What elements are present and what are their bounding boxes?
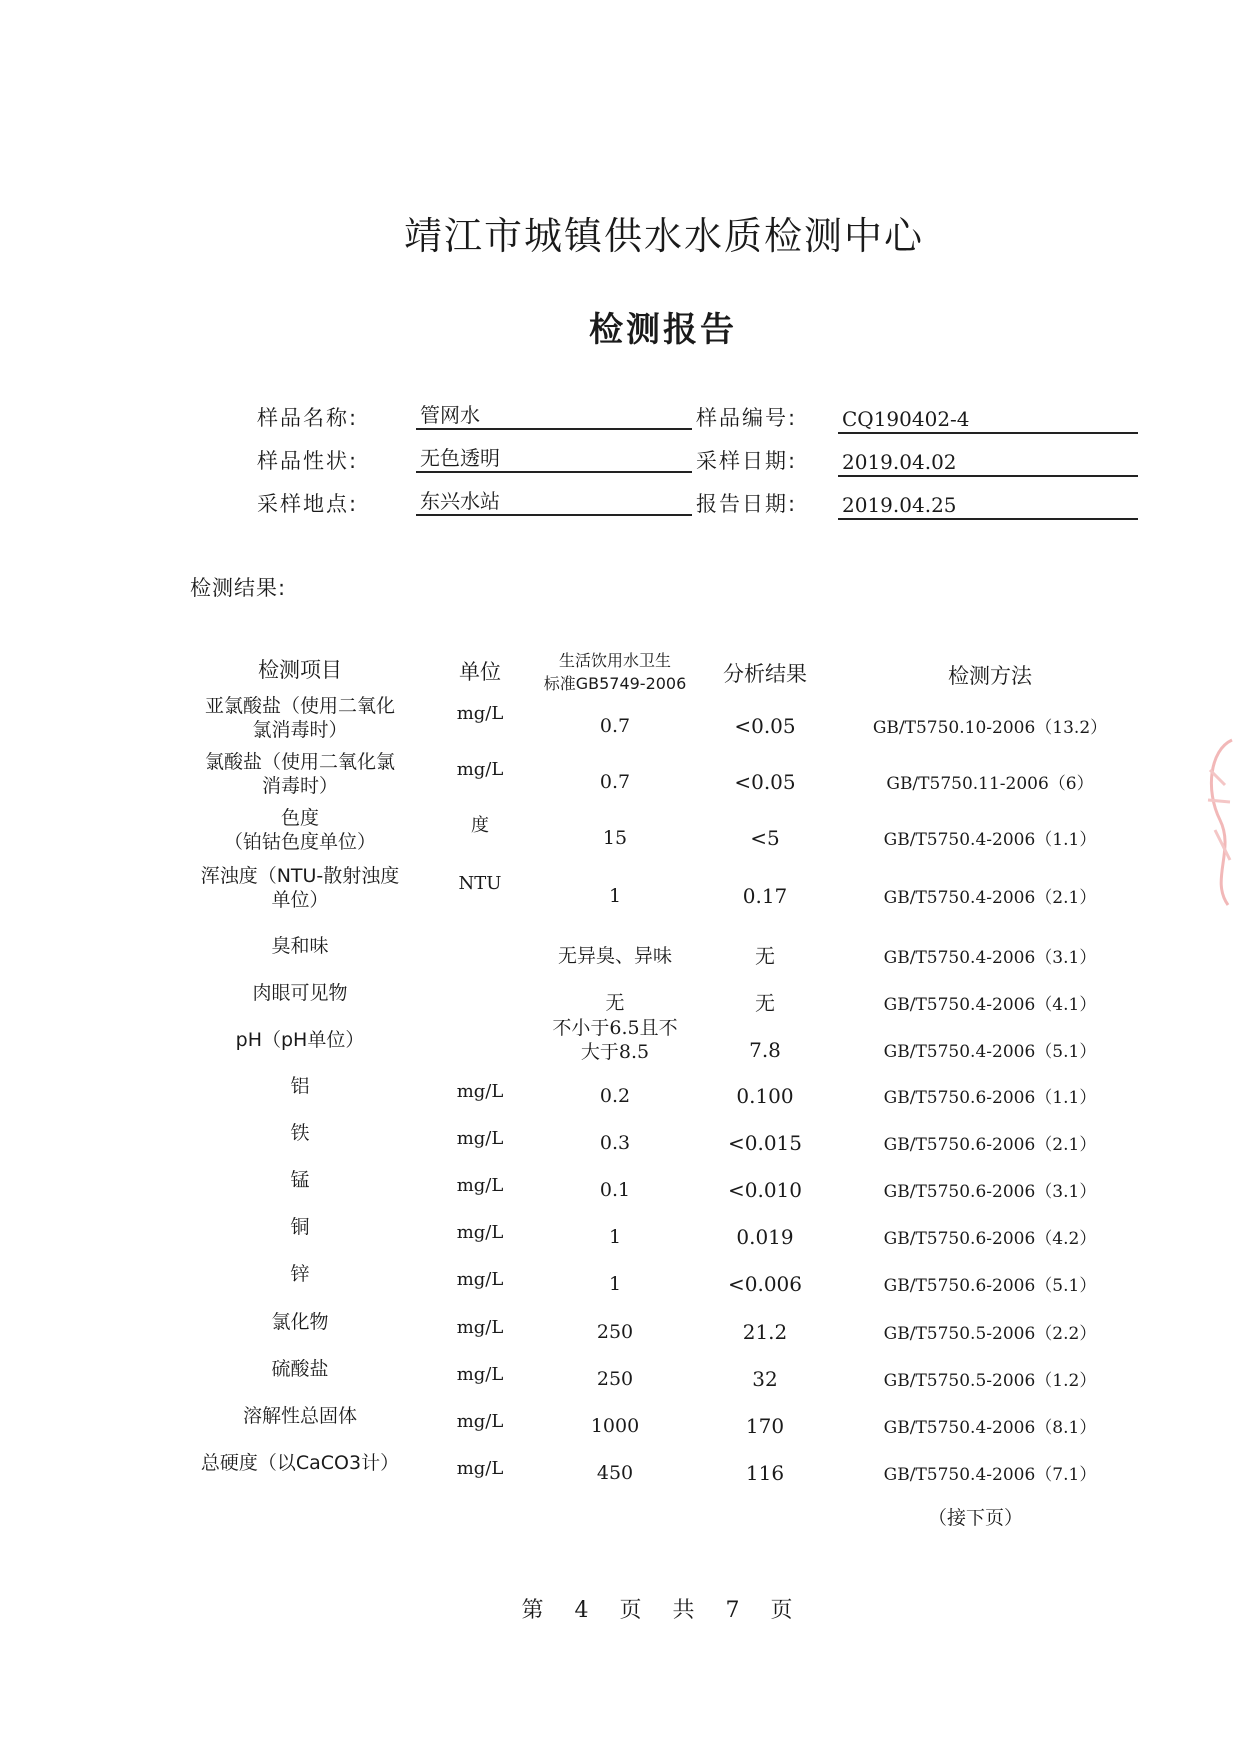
row-standard: 1 [608, 885, 622, 907]
row-standard: 1 [608, 1226, 622, 1248]
row-item-line2: 氯消毒时） [252, 719, 348, 741]
row-method: GB/T5750.4-2006（2.1） [883, 888, 1097, 908]
row-method: GB/T5750.4-2006（5.1） [883, 1042, 1097, 1062]
row-result: <0.006 [727, 1272, 802, 1296]
header-result: 分析结果 [723, 662, 807, 686]
row-item: 色度 [280, 807, 319, 829]
row-item: pH（pH单位） [235, 1029, 365, 1051]
row-item: 氯化物 [271, 1311, 329, 1333]
sampling-date-value: 2019.04.02 [838, 449, 1138, 477]
row-item: 铝 [290, 1075, 310, 1097]
row-standard: 0.3 [599, 1132, 631, 1154]
row-result: <0.05 [734, 714, 796, 738]
row-result: 无 [755, 991, 775, 1015]
row-method: GB/T5750.6-2006（1.1） [883, 1088, 1097, 1108]
row-item: 锌 [290, 1263, 310, 1285]
row-method: GB/T5750.5-2006（1.2） [883, 1371, 1097, 1391]
sampling-date-label: 采样日期: [696, 449, 798, 473]
row-standard: 15 [602, 827, 628, 849]
row-standard: 250 [596, 1321, 634, 1343]
row-method: GB/T5750.10-2006（13.2） [872, 718, 1108, 738]
row-result: <0.05 [734, 770, 796, 794]
row-standard: 450 [596, 1462, 634, 1484]
row-method: GB/T5750.4-2006（8.1） [883, 1418, 1097, 1438]
row-standard: 0.1 [599, 1179, 631, 1201]
row-item: 亚氯酸盐（使用二氧化 [204, 695, 395, 717]
row-standard: 0.2 [599, 1085, 631, 1107]
sample-name-value: 管网水 [416, 402, 692, 430]
report-date-value: 2019.04.25 [838, 492, 1138, 520]
row-unit: mg/L [456, 1175, 504, 1196]
row-result: 21.2 [742, 1320, 788, 1344]
row-unit: mg/L [456, 703, 504, 724]
row-standard: 无异臭、异味 [557, 945, 672, 967]
row-method: GB/T5750.4-2006（3.1） [883, 948, 1097, 968]
header-item: 检测项目 [258, 658, 342, 682]
row-method: GB/T5750.6-2006（3.1） [883, 1182, 1097, 1202]
row-item: 铜 [290, 1216, 310, 1238]
row-method: GB/T5750.11-2006（6） [886, 774, 1094, 794]
row-method: GB/T5750.6-2006（4.2） [883, 1229, 1097, 1249]
row-standard: 1 [608, 1273, 622, 1295]
row-method: GB/T5750.4-2006（1.1） [883, 830, 1097, 850]
row-result: <0.010 [727, 1178, 802, 1202]
row-unit: mg/L [456, 1411, 504, 1432]
row-item: 氯酸盐（使用二氧化氯 [204, 751, 395, 773]
sampling-site-label: 采样地点: [257, 492, 359, 516]
sample-no-label: 样品编号: [696, 406, 798, 430]
sample-no-value: CQ190402-4 [838, 406, 1138, 434]
header-unit: 单位 [459, 660, 501, 684]
row-item: 浑浊度（NTU-散射浊度 [200, 865, 400, 887]
row-unit: 度 [471, 815, 489, 836]
row-item: 锰 [290, 1169, 310, 1191]
sampling-site-value: 东兴水站 [416, 488, 692, 516]
row-result: <0.015 [727, 1131, 802, 1155]
row-result: <5 [750, 826, 780, 850]
row-unit: mg/L [456, 1364, 504, 1385]
row-standard: 250 [596, 1368, 634, 1390]
report-title: 检测报告 [589, 310, 737, 350]
row-result: 116 [745, 1461, 785, 1485]
row-result: 0.019 [736, 1225, 794, 1249]
row-item-line2: （铂钴色度单位） [223, 831, 376, 853]
row-unit: mg/L [456, 1269, 504, 1290]
row-unit: mg/L [456, 1222, 504, 1243]
row-item-line2: 消毒时） [261, 775, 338, 797]
organization-name: 靖江市城镇供水水质检测中心 [403, 214, 924, 258]
row-method: GB/T5750.4-2006（4.1） [883, 995, 1097, 1015]
row-unit: mg/L [456, 1317, 504, 1338]
row-result: 32 [752, 1367, 778, 1391]
header-method: 检测方法 [948, 664, 1032, 688]
row-result: 0.100 [736, 1084, 794, 1108]
row-result: 170 [745, 1414, 785, 1438]
sample-state-value: 无色透明 [416, 445, 692, 473]
row-standard: 0.7 [599, 771, 631, 793]
row-item: 铁 [290, 1122, 310, 1144]
row-standard: 1000 [590, 1415, 640, 1437]
row-unit: mg/L [456, 1128, 504, 1149]
row-method: GB/T5750.5-2006（2.2） [883, 1324, 1097, 1344]
row-item: 肉眼可见物 [252, 982, 348, 1004]
row-item-line2: 单位） [271, 889, 329, 911]
results-heading: 检测结果: [190, 576, 287, 600]
header-standard-line2: 标准GB5749-2006 [543, 674, 687, 693]
row-unit: NTU [458, 873, 502, 894]
row-item: 臭和味 [271, 935, 329, 957]
row-standard-line2: 大于8.5 [580, 1041, 650, 1063]
report-date-label: 报告日期: [696, 492, 798, 516]
row-item: 溶解性总固体 [242, 1405, 357, 1427]
row-method: GB/T5750.6-2006（2.1） [883, 1135, 1097, 1155]
row-standard: 0.7 [599, 715, 631, 737]
sample-name-label: 样品名称: [257, 406, 359, 430]
continued-note: （接下页） [928, 1507, 1024, 1529]
row-unit: mg/L [456, 759, 504, 780]
row-result: 7.8 [749, 1038, 781, 1062]
row-standard: 不小于6.5且不 [552, 1017, 678, 1039]
row-unit: mg/L [456, 1081, 504, 1102]
row-result: 无 [755, 944, 775, 968]
header-standard-line1: 生活饮用水卫生 [558, 651, 671, 670]
row-method: GB/T5750.4-2006（7.1） [883, 1465, 1097, 1485]
row-result: 0.17 [742, 884, 788, 908]
row-item: 硫酸盐 [271, 1358, 329, 1380]
official-seal-fragment [1180, 730, 1240, 910]
row-unit: mg/L [456, 1458, 504, 1479]
row-standard: 无 [605, 992, 625, 1014]
row-method: GB/T5750.6-2006（5.1） [883, 1276, 1097, 1296]
row-item: 总硬度（以CaCO3计） [200, 1452, 400, 1474]
sample-state-label: 样品性状: [257, 449, 359, 473]
page-number: 第 4 页 共 7 页 [521, 1598, 799, 1623]
